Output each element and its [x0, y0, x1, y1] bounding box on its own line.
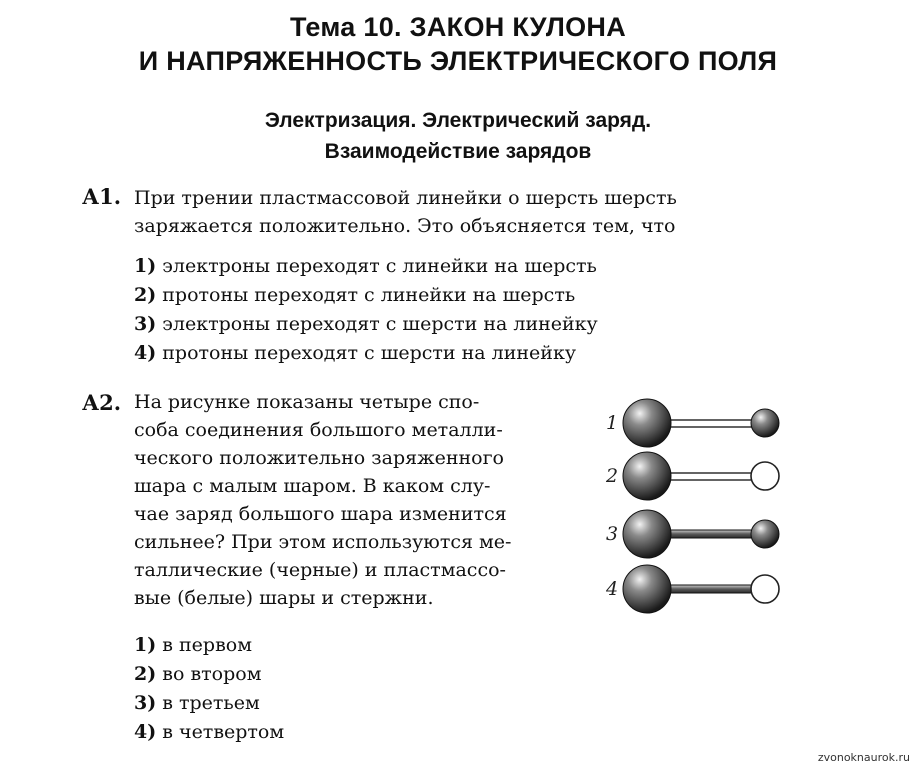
question-a1-line: При трении пластмассовой линейки о шерсть шерсть — [134, 187, 677, 209]
question-a2-number: А2. — [82, 390, 122, 415]
small-plastic-ball — [751, 575, 779, 603]
small-metal-ball — [751, 520, 779, 548]
question-a2-options — [134, 631, 284, 747]
answer-option[interactable]: 2) протоны переходят с линейки на шерсть — [134, 284, 576, 306]
question-a2-line: шара с малым шаром. В каком слу- — [134, 475, 491, 497]
large-metal-ball — [623, 399, 671, 447]
configuration-label: 4 — [606, 578, 619, 600]
question-a2-line: сильнее? При этом используются ме- — [134, 531, 512, 553]
subtitle-line-2: Взаимодействие зарядов — [324, 140, 592, 163]
configuration-label: 1 — [606, 412, 619, 434]
large-metal-ball — [623, 452, 671, 500]
question-a2-line: вые (белые) шары и стержни. — [134, 587, 434, 609]
large-metal-ball — [623, 510, 671, 558]
question-a2-line: ческого положительно заряженного — [134, 447, 504, 469]
large-metal-ball — [623, 565, 671, 613]
question-a2-line: На рисунке показаны четыре спо- — [134, 391, 480, 413]
answer-option[interactable]: 1) в первом — [134, 634, 252, 656]
section-subtitle — [0, 105, 916, 167]
question-a2-line: соба соединения большого металли- — [134, 419, 503, 441]
configuration-label: 3 — [606, 523, 619, 545]
configuration-2 — [605, 452, 779, 500]
question-a1-number: А1. — [82, 184, 122, 209]
answer-option[interactable]: 4) в четвертом — [134, 721, 285, 743]
question-a2-text — [134, 388, 574, 612]
small-plastic-ball — [751, 462, 779, 490]
ball-connection-figure — [600, 390, 800, 620]
title-line-2: И НАПРЯЖЕННОСТЬ ЭЛЕКТРИЧЕСКОГО ПОЛЯ — [138, 46, 778, 76]
answer-option[interactable]: 1) электроны переходят с линейки на шерсть — [134, 255, 597, 277]
answer-option[interactable]: 3) электроны переходят с шерсти на линейку — [134, 313, 598, 335]
configuration-label: 2 — [606, 465, 619, 487]
question-a2-line: таллические (черные) и пластмассо- — [134, 559, 506, 581]
answer-option[interactable]: 4) протоны переходят с шерсти на линейку — [134, 342, 577, 364]
answer-option[interactable]: 2) во втором — [134, 663, 262, 685]
question-a1-options — [134, 252, 598, 368]
configuration-1 — [606, 399, 779, 447]
page-title — [0, 10, 916, 78]
question-a2-line: чае заряд большого шара изменится — [134, 503, 507, 525]
question-a1-text — [134, 184, 814, 240]
question-a1-line: заряжается положительно. Это объясняется тем, что — [134, 215, 676, 237]
answer-option[interactable]: 3) в третьем — [134, 692, 260, 714]
watermark: zvonoknaurok.ru — [817, 751, 910, 764]
configuration-4 — [605, 565, 779, 613]
small-metal-ball — [751, 409, 779, 437]
subtitle-line-1: Электризация. Электрический заряд. — [264, 109, 652, 132]
title-line-1: Тема 10. ЗАКОН КУЛОНА — [289, 12, 627, 42]
configuration-3 — [606, 510, 779, 558]
